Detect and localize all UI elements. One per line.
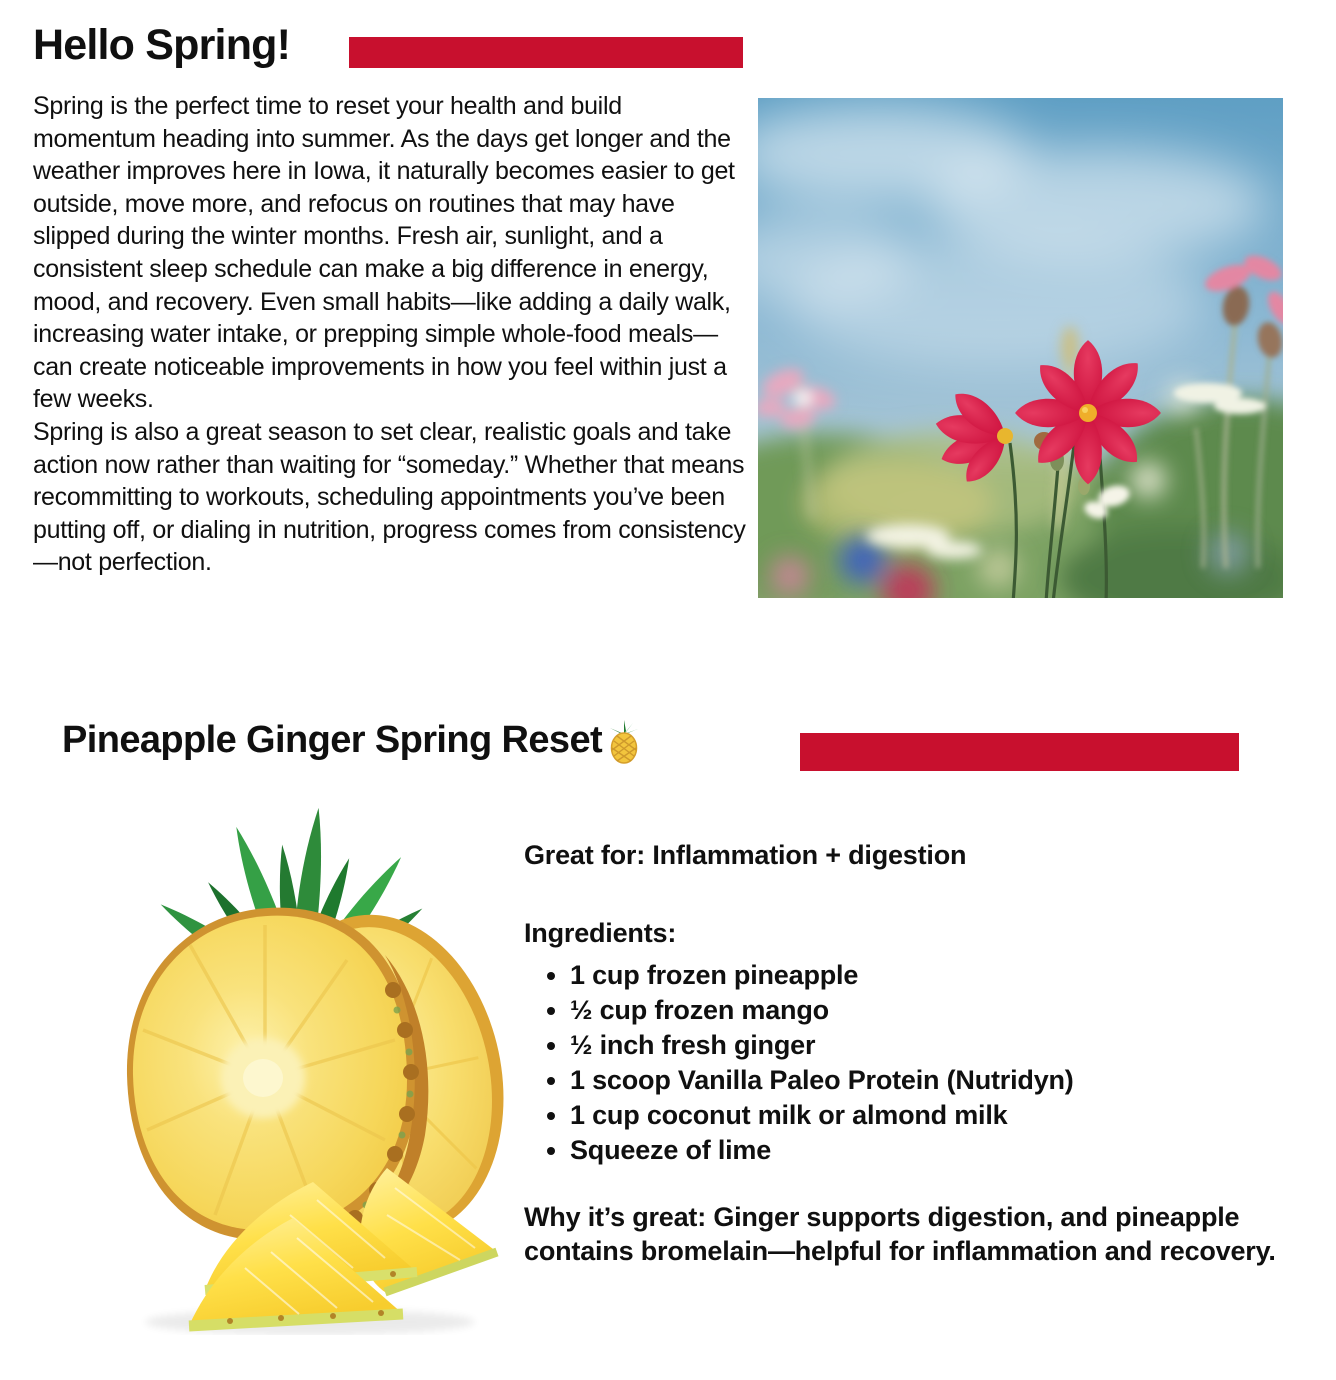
recipe-title [62,716,642,764]
ingredients-label: Ingredients: [524,918,677,948]
ingredient-item: • 1 cup frozen pineapple [570,958,1288,993]
great-for-label: Great for: Inflammation + digestion [524,840,967,870]
intro-paragraph-1: Spring is the perfect time to reset your health and build momentum heading into summer. As the days get longer and the weather improves here in Iowa, it naturally becomes easier to get outside, move more, and refocus on routines that may have slipped during the winter months. Fresh air, sunlight, and a consistent sleep schedule can make a big difference in energy, mood, and recovery. Even small habits—like adding a daily walk, increasing water intake, or prepping simple whole-food meals—can create noticeable improvements in how you feel within just a few weeks. [33,92,735,414]
pineapple-emoji-icon [606,720,642,764]
ingredient-item: • ½ inch fresh ginger [570,1028,1288,1063]
recipe-title-text: Pineapple Ginger Spring Reset [62,718,603,761]
ingredient-item: • 1 cup coconut milk or almond milk [570,1098,1288,1133]
meadow-photo [758,98,1283,598]
recipe-accent-bar [800,733,1239,771]
ingredient-item: • Squeeze of lime [570,1133,1288,1168]
ingredients-list [524,958,1288,1168]
why-great-text: Why it’s great: Ginger supports digestion, and pineapple contains bromelain—helpful for inflammation and recovery. [524,1202,1276,1266]
intro-text [33,90,747,579]
recipe-details [524,838,1288,1268]
ingredient-item: • 1 scoop Vanilla Paleo Protein (Nutridyn) [570,1063,1288,1098]
intro-paragraph-2: Spring is also a great season to set clear, realistic goals and take action now rather than waiting for “someday.” Whether that means recommitting to workouts, scheduling appointments you’ve been putting off, or dialing in nutrition, progress comes from consistency—not perfection. [33,417,746,577]
title-accent-bar [349,37,743,68]
ingredient-item: • ½ cup frozen mango [570,993,1288,1028]
page-title: Hello Spring! [33,21,291,69]
pineapple-image [85,790,505,1335]
